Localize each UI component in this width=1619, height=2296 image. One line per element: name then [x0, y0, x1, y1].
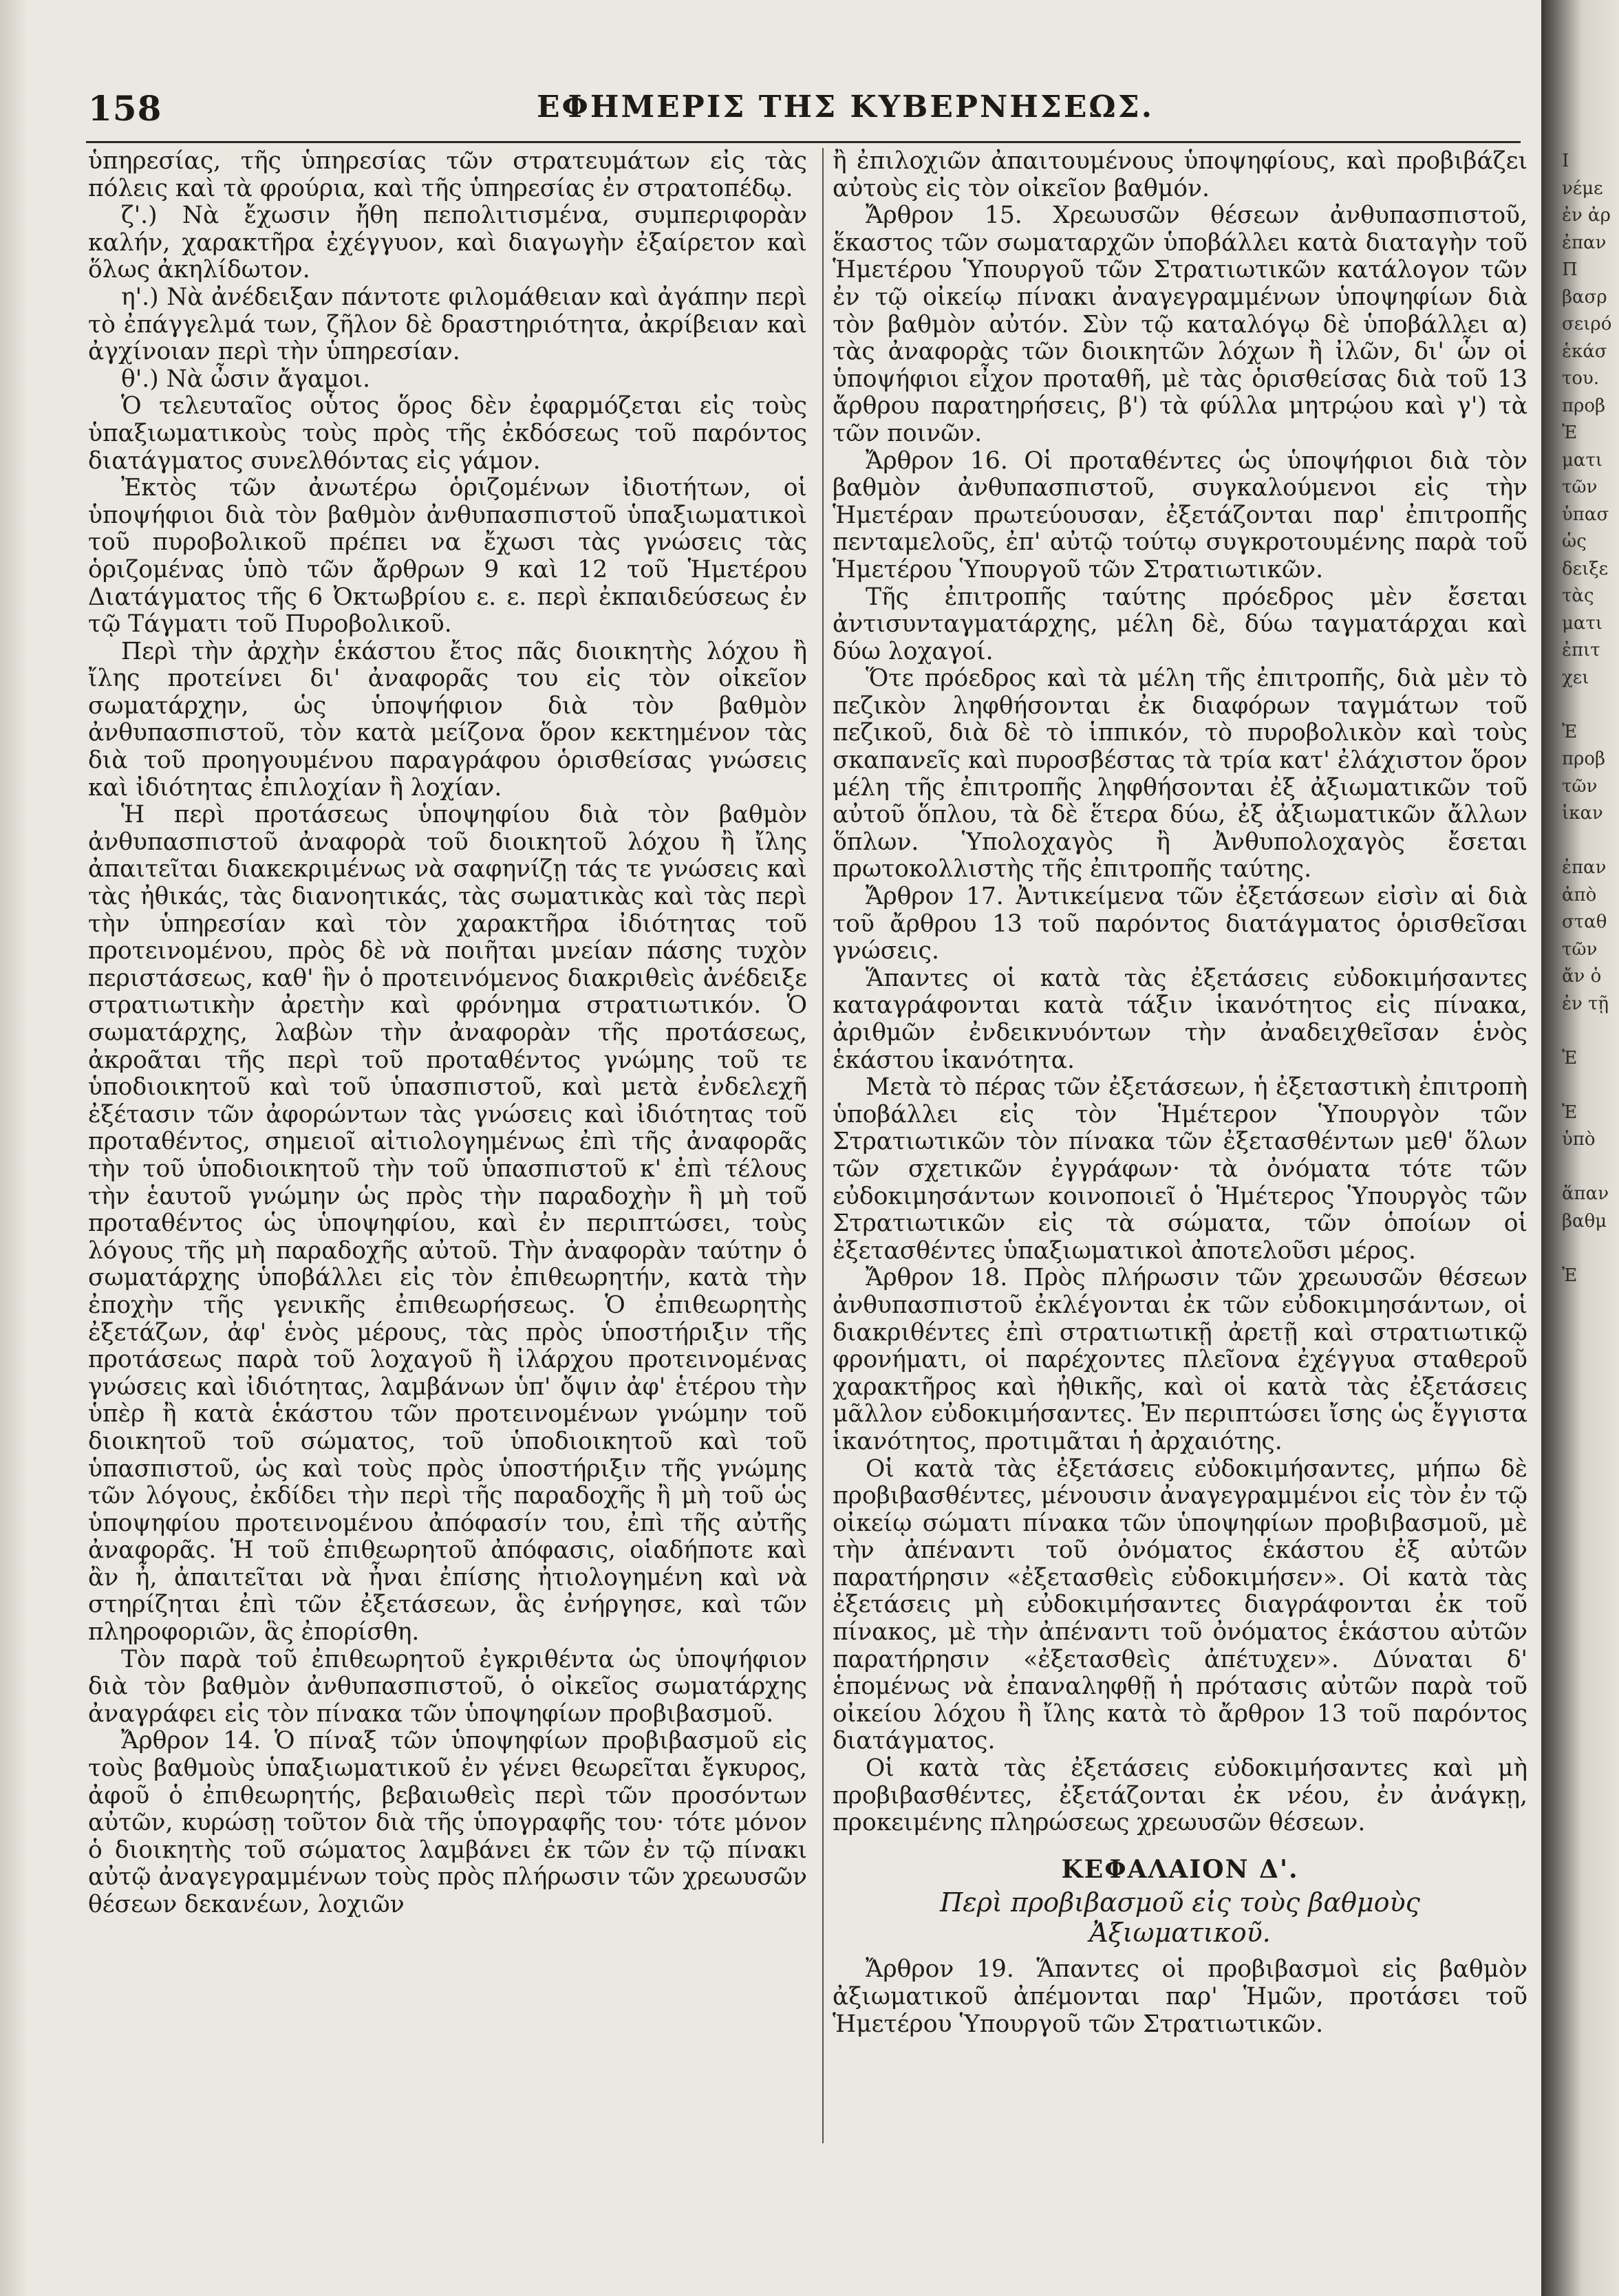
fragment: χει	[1562, 667, 1589, 688]
fragment: ἱκαν	[1562, 803, 1603, 824]
fragment	[1562, 1018, 1617, 1045]
fragment: ἐπιτ	[1562, 640, 1600, 661]
fragment: ἐν τῇ	[1562, 993, 1609, 1014]
fragment: ἐπαν	[1562, 857, 1607, 878]
paragraph: θ'.) Νὰ ὦσιν ἄγαμοι.	[121, 365, 371, 393]
fragment: βασρ	[1562, 286, 1607, 308]
paragraph: Οἱ κατὰ τὰς ἐξετάσεις εὐδοκιμήσαντες καὶ μὴ προβιβασθέντες, ἐξετάζονται ἐκ νέου, ἐν ἀνάγκῃ, προκειμένης πληρώσεως χρεωυσῶν θέσεων.	[833, 1755, 1527, 1837]
fragment	[1562, 1154, 1617, 1181]
paragraph: Τὸν παρὰ τοῦ ἐπιθεωρητοῦ ἐγκριθέντα ὡς ὑποψήφιον διὰ τὸν βαθμὸν ἀνθυπασπιστοῦ, ὁ οἰκεῖος σωματάρχης ἀναγράφει εἰς τὸν πίνακα τῶν ὑποψηφίων προβιβασμοῦ.	[88, 1645, 807, 1728]
right-column	[833, 148, 1527, 2038]
fragment: ἐν ἀρ	[1562, 205, 1611, 226]
fragment: Ἐ	[1562, 422, 1578, 443]
paragraph: Τῆς ἐπιτροπῆς ταύτης πρόεδρος μὲν ἔσεται ἀντισυνταγματάρχης, μέλη δὲ, δύω ταγματάρχαι καὶ δύω λοχαγοί.	[833, 583, 1527, 665]
fragment: νέμε	[1562, 178, 1603, 199]
paragraph: Οἱ κατὰ τὰς ἐξετάσεις εὐδοκιμήσαντες, μήπω δὲ προβιβασθέντες, μένουσιν ἀναγεγραμμένοι εἰς τὸν ἐν τῷ οἰκείῳ σώματι πίνακα τῶν ὑποψηφίων προβιβασμοῦ, μὲ τὴν ἀπέναντι τοῦ ὀνόματος ἑκάστου ἐξ αὐτῶν παρατήρησιν «ἐξετασθεὶς εὐδοκιμήσεν». Οἱ κατὰ τὰς ἐξετάσεις μὴ εὐδοκιμήσαντες διαγράφονται ἐκ τοῦ πίνακος, μὲ τὴν ἀπέναντι τοῦ ὀνόματος ἑκάστου αὐτῶν παρατήρησιν «ἐξετασθεὶς ἀπέτυχεν». Δύναται δ' ἑπομένως νὰ ἐπαναληφθῇ ἡ πρότασις αὐτῶν παρὰ τοῦ οἰκείου λόχου ἢ ἴλης κατὰ τὸ ἄρθρον 13 τοῦ παρόντος διατάγματος.	[833, 1455, 1527, 1755]
paragraph: ζ'.) Νὰ ἔχωσιν ἤθη πεπολιτισμένα, συμπεριφορὰν καλήν, χαρακτῆρα ἐχέγγυον, καὶ διαγωγὴν ἐξαίρετον καὶ ὅλως ἀκηλίδωτον.	[88, 202, 807, 284]
fragment: Ἐ	[1562, 1102, 1578, 1123]
article-15: Ἄρθρον 15. Χρεωυσῶν θέσεων ἀνθυπασπιστοῦ, ἕκαστος τῶν σωματαρχῶν ὑποβάλλει κατὰ διαταγὴν τοῦ Ἡμετέρου Ὑπουργοῦ τῶν Στρατιωτικῶν κατάλογον τῶν ἐν τῷ οἰκείῳ πίνακι ἀναγεγραμμένων ὑποψηφίων διὰ τὸν βαθμὸν αὐτόν. Σὺν τῷ καταλόγῳ δὲ ὑποβάλλει α) τὰς ἀναφορὰς τῶν διοικητῶν λόχων ἢ ἰλῶν, δι' ὧν οἱ ὑποψήφιοι εἶχον προταθῆ, μὲ τὰς ὁρισθείσας διὰ τοῦ 13 ἄρθρου παρατηρήσεις, β') τὰ φύλλα μητρῴου καὶ γ') τὰ τῶν ποινῶν.	[833, 202, 1527, 447]
fragment: Ἐ	[1562, 1047, 1578, 1069]
fragment: ὑπασ	[1562, 504, 1609, 525]
fragment: ματι	[1562, 612, 1603, 634]
page-edge-shadow-left	[0, 0, 28, 2296]
paragraph: Ἅπαντες οἱ κατὰ τὰς ἐξετάσεις εὐδοκιμήσαντες καταγράφονται κατὰ τάξιν ἱκανότητος εἰς πίνακα, ἀριθμῶν ἐνδεικνυόντων τὴν ἀναδειχθεῖσαν ἑνὸς ἑκάστου ἱκανότητα.	[833, 964, 1527, 1074]
fragment	[1562, 1072, 1617, 1099]
adjacent-page-strip	[1562, 148, 1617, 1289]
paragraph: Ὁ τελευταῖος οὗτος ὅρος δὲν ἐφαρμόζεται εἰς τοὺς ὑπαξιωματικοὺς τοὺς πρὸς τῆς ἐκδόσεως τοῦ παρόντος διατάγματος συνελθόντας εἰς γάμον.	[88, 392, 807, 475]
fragment: τῶν	[1562, 775, 1598, 797]
fragment: βαθμ	[1562, 1210, 1607, 1232]
paragraph: Περὶ τὴν ἀρχὴν ἑκάστου ἔτος πᾶς διοικητὴς λόχου ἢ ἴλης προτείνει δι' ἀναφορᾶς του εἰς τὸν οἰκεῖον σωματάρχην, ὡς ὑποψήφιον διὰ τὸν βαθμὸν ἀνθυπασπιστοῦ, τὸν κατὰ μείζονα ὅρον κεκτημένον τὰς διὰ τοῦ προηγουμένου παραγράφου ὁρισθείσας γνώσεις καὶ ἰδιότητας ἐπιλοχίαν ἢ λοχίαν.	[88, 637, 807, 802]
fragment: Ἐ	[1562, 1265, 1578, 1286]
paragraph: ὑπηρεσίας, τῆς ὑπηρεσίας τῶν στρατευμάτων εἰς τὰς πόλεις καὶ τὰ φρούρια, καὶ τῆς ὑπηρεσίας ἐν στρατοπέδῳ.	[88, 147, 807, 202]
paragraph: ἢ ἐπιλοχιῶν ἀπαιτουμένους ὑποψηφίους, καὶ προβιβάζει αὐτοὺς εἰς τὸν οἰκεῖον βαθμόν.	[833, 147, 1527, 202]
fragment: σειρό	[1562, 314, 1612, 334]
fragment: ἀπὸ	[1562, 884, 1597, 905]
fragment	[1562, 828, 1617, 855]
column-divider	[822, 148, 824, 2143]
chapter-subtitle: Περὶ προβιβασμοῦ εἰς τοὺς βαθμοὺς Ἀξιωματικοῦ.	[940, 1887, 1420, 1949]
paragraph: Ὅτε πρόεδρος καὶ τὰ μέλη τῆς ἐπιτροπῆς, διὰ μὲν τὸ πεζικὸν ληφθήσονται ἐκ διαφόρων ταγμάτων τοῦ πεζικοῦ, διὰ δὲ τὸ ἱππικόν, τὸ πυροβολικὸν καὶ τοὺς σκαπανεῖς καὶ πυροσβέστας τὰ τρία κατ' ἐλάχιστον ὅρον μέλη τῆς ἐπιτροπῆς ληφθήσονται ἐξ ἀξιωματικῶν τοῦ αὐτοῦ ὅπλου, τὰ δὲ ἕτερα δύω, ἐξ ἀξιωματικῶν ἄλλων ὅπλων. Ὑπολοχαγὸς ἢ Ἀνθυπολοχαγὸς ἔσεται πρωτοκολλιστὴς τῆς ἐπιτροπῆς ταύτης.	[833, 665, 1527, 883]
fragment: ἄν ὁ	[1562, 966, 1602, 987]
fragment: τῶν	[1562, 477, 1598, 497]
fragment: σταθ	[1562, 912, 1607, 932]
fragment: Π	[1562, 259, 1578, 280]
fragment: ἐπαν	[1562, 232, 1607, 253]
left-column	[88, 148, 807, 1919]
fragment: ματι	[1562, 449, 1603, 471]
header-rule	[86, 141, 1521, 143]
article-18: Ἄρθρον 18. Πρὸς πλήρωσιν τῶν χρεωυσῶν θέσεων ἀνθυπασπιστοῦ ἐκλέγονται ἐκ τῶν εὐδοκιμησάντων, οἱ διακριθέντες ἐπὶ στρατιωτικῇ ἀρετῇ καὶ στρατιωτικῷ φρονήματι, οἱ παρέχοντες πλεῖονα ἐχέγγυα σταθεροῦ χαρακτῆρος καὶ ἠθικῆς, καὶ οἱ κατὰ τὰς ἐξετάσεις μᾶλλον εὐδοκιμήσαντες. Ἐν περιπτώσει ἴσης ὡς ἔγγιστα ἱκανότητος, προτιμᾶται ἡ ἀρχαιότης.	[833, 1264, 1527, 1455]
paragraph: Ἐκτὸς τῶν ἀνωτέρω ὁριζομένων ἰδιοτήτων, οἱ ὑποψήφιοι διὰ τὸν βαθμὸν ἀνθυπασπιστοῦ ὑπαξιωματικοὶ τοῦ πυροβολικοῦ πρέπει να ἔχωσι τὰς γνώσεις τὰς ὁριζομένας ὑπὸ τῶν ἄρθρων 9 καὶ 12 τοῦ Ἡμετέρου Διατάγματος τῆς 6 Ὀκτωβρίου ε. ε. περὶ ἐκπαιδεύσεως ἐν τῷ Τάγματι τοῦ Πυροβολικοῦ.	[88, 474, 807, 639]
fragment: ἑκάσ	[1562, 341, 1607, 362]
article-14: Ἄρθρον 14. Ὁ πίναξ τῶν ὑποψηφίων προβιβασμοῦ εἰς τοὺς βαθμοὺς ὑπαξιωματικοῦ ἐν γένει θεωρεῖται ἔγκυρος, ἀφοῦ ὁ ἐπιθεωρητής, βεβαιωθεὶς περὶ τῶν προσόντων αὐτῶν, κυρώσῃ τοῦτον διὰ τῆς ὑπογραφῆς του· τότε μόνον ὁ διοικητὴς τοῦ σώματος λαμβάνει ἐκ τῶν ἐν τῷ πίνακι αὐτῷ ἀναγεγραμμένων τοὺς πρὸς πλήρωσιν τῶν χρεωυσῶν θέσεων δεκανέων, λοχιῶν	[88, 1727, 807, 1918]
running-head-title: ΕΦΗΜΕΡΙΣ ΤΗΣ ΚΥΒΕΡΝΗΣΕΩΣ.	[537, 89, 1155, 125]
fragment: Ἐ	[1562, 721, 1578, 742]
article-17: Ἄρθρον 17. Ἀντικείμενα τῶν ἐξετάσεων εἰσὶν αἱ διὰ τοῦ ἄρθρου 13 τοῦ παρόντος διατάγματος ὁρισθεῖσαι γνώσεις.	[833, 883, 1527, 965]
fragment: δειξε	[1562, 558, 1609, 579]
fragment: ὡς	[1562, 531, 1587, 552]
chapter-heading: ΚΕΦΑΛΑΙΟΝ Δ'.	[1061, 1854, 1299, 1884]
fragment: ὑπὸ	[1562, 1129, 1596, 1150]
fragment: προβ	[1562, 395, 1606, 416]
paragraph: Ἡ περὶ προτάσεως ὑποψηφίου διὰ τὸν βαθμὸν ἀνθυπασπιστοῦ ἀναφορὰ τοῦ διοικητοῦ λόχου ἢ ἴλης ἀπαιτεῖται διακεκριμένως νὰ σαφηνίζῃ τάς τε γνώσεις καὶ τὰς ἠθικάς, τὰς διανοητικάς, τὰς σωματικὰς καὶ τὰς περὶ τὴν ὑπηρεσίαν καὶ τὸν χαρακτῆρα ἰδιότητας τοῦ προτεινομένου, πρὸς δὲ νὰ ποιῆται μνείαν πάσης τυχὸν περιστάσεως, καθ' ἣν ὁ προτεινόμενος διακριθεὶς ἀνέδειξε στρατιωτικὴν ἀρετὴν καὶ φρόνημα στρατιωτικόν. Ὁ σωματάρχης, λαβὼν τὴν ἀναφορὰν τῆς προτάσεως, ἀκροᾶται τῆς περὶ τοῦ προταθέντος γνώμης τοῦ τε ὑποδιοικητοῦ καὶ τοῦ ὑπασπιστοῦ, καὶ μετὰ ἐνδελεχῆ ἐξέτασιν τῶν ἀφορώντων τὰς γνώσεις καὶ ἰδιότητας τοῦ προταθέντος, σημειοῖ αἰτιολογημένως ἐπὶ τῆς ἀναφορᾶς τὴν τοῦ ὑποδιοικητοῦ τὴν τοῦ ὑπασπιστοῦ κ' ἐπὶ τέλους τὴν ἑαυτοῦ γνώμην ὡς πρὸς τὴν παραδοχὴν ἢ μὴ τοῦ προταθέντος ὡς ὑποψηφίου, καὶ ἐν περιπτώσει, τοὺς λόγους τῆς μὴ παραδοχῆς αὐτοῦ. Τὴν ἀναφορὰν ταύτην ὁ σωματάρχης ὑποβάλλει εἰς τὸν ἐπιθεωρητήν, κατὰ τὴν ἐποχὴν τῆς γενικῆς ἐπιθεωρήσεως. Ὁ ἐπιθεωρητὴς ἐξετάζων, ἀφ' ἑνὸς μέρους, τὰς πρὸς ὑποστήριξιν τῆς προτάσεως παρὰ τοῦ λοχαγοῦ ἢ ἰλάρχου προτεινομένας γνώσεις καὶ ἰδιότητας, λαμβάνων ὑπ' ὄψιν ἀφ' ἑτέρου τὴν ὑπὲρ ἢ κατὰ ἑκάστου τῶν προτεινομένων γνώμην τοῦ διοικητοῦ τοῦ σώματος, τοῦ ὑποδιοικητοῦ καὶ τοῦ ὑπασπιστοῦ, ὡς καὶ τοὺς πρὸς ὑποστήριξιν τῆς γνώμης τῶν λόγους, ἐκδίδει τὴν περὶ τῆς παραδοχῆς ἢ μὴ τοῦ ὡς ὑποψηφίου προτεινομένου ἀπόφασίν του, ἐπὶ τῆς αὐτῆς ἀναφορᾶς. Ἡ τοῦ ἐπιθεωρητοῦ ἀπόφασις, οἱαδήποτε καὶ ἂν ἦ, ἀπαιτεῖται νὰ ἦναι ἐπίσης ἠτιολογημένη καὶ νὰ στηρίζηται ἐπὶ τῶν ἐξετάσεων, ἃς ἐνήργησε, καὶ τῶν πληροφοριῶν, ἃς ἐπορίσθη.	[88, 801, 807, 1646]
fragment: του.	[1562, 368, 1600, 389]
fragment: προβ	[1562, 749, 1606, 769]
page-number: 158	[88, 88, 162, 129]
fragment: τὰς	[1562, 586, 1594, 606]
fragment: τῶν	[1562, 938, 1598, 960]
fragment	[1562, 1235, 1617, 1263]
fragment: ἅπαν	[1562, 1183, 1609, 1204]
fragment	[1562, 691, 1617, 719]
article-19: Ἄρθρον 19. Ἅπαντες οἱ προβιβασμοὶ εἰς βαθμὸν ἀξιωματικοῦ ἀπέμονται παρ' Ἡμῶν, προτάσει τοῦ Ἡμετέρου Ὑπουργοῦ τῶν Στρατιωτικῶν.	[833, 1955, 1527, 2038]
fragment: Ι	[1562, 151, 1569, 171]
paragraph: Μετὰ τὸ πέρας τῶν ἐξετάσεων, ἡ ἐξεταστικὴ ἐπιτροπὴ ὑποβάλλει εἰς τὸν Ἡμέτερον Ὑπουργὸν τῶν Στρατιωτικῶν τὸν πίνακα τῶν ἐξετασθέντων μεθ' ὅλων τῶν σχετικῶν ἐγγράφων· τὰ ὀνόματα τότε τῶν εὐδοκιμησάντων κοινοποιεῖ ὁ Ἡμέτερος Ὑπουργὸς τῶν Στρατιωτικῶν εἰς τὰ σώματα, τῶν ὁποίων οἱ ἐξετασθέντες ὑπαξιωματικοὶ ἀποτελοῦσι μέρος.	[833, 1073, 1527, 1265]
article-16: Ἄρθρον 16. Οἱ προταθέντες ὡς ὑποψήφιοι διὰ τὸν βαθμὸν ἀνθυπασπιστοῦ, συγκαλούμενοι εἰς τὴν Ἡμετέραν πρωτεύουσαν, ἐξετάζονται παρ' ἐπιτροπῆς πενταμελοῦς, ἐπ' αὐτῷ τούτῳ συγκροτουμένης παρὰ τοῦ Ἡμετέρου Ὑπουργοῦ τῶν Στρατιωτικῶν.	[833, 447, 1527, 583]
paragraph: η'.) Νὰ ἀνέδειξαν πάντοτε φιλομάθειαν καὶ ἀγάπην περὶ τὸ ἐπάγγελμά των, ζῆλον δὲ δραστηριότητα, ἀκρίβειαν καὶ ἀγχίνοιαν περὶ τὴν ὑπηρεσίαν.	[88, 283, 807, 366]
